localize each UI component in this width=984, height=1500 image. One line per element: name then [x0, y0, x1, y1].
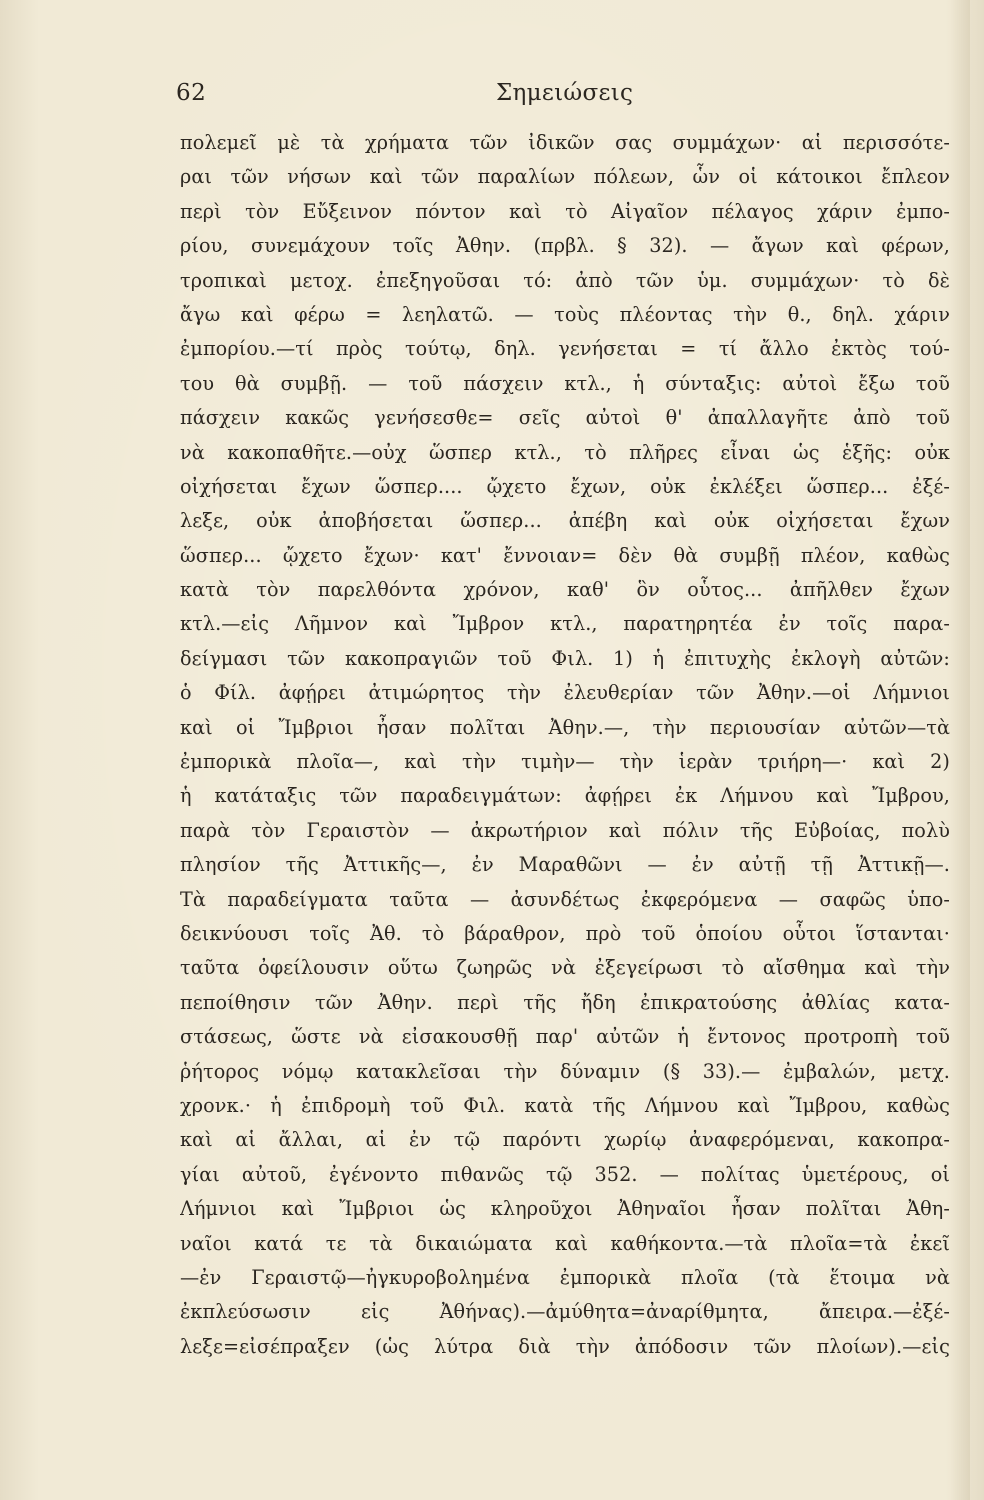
- text-line: γίαι αὐτοῦ, ἐγένοντο πιθανῶς τῷ 352. — πολίτας ὑμετέρους, οἱ: [180, 1162, 950, 1186]
- text-line: ταῦτα ὀφείλουσιν οὕτω ζωηρῶς νὰ ἐξεγείρωσι τὸ αἴσθημα καὶ τὴν: [180, 956, 950, 980]
- text-line: παρὰ τὸν Γεραιστὸν — ἀκρωτήριον καὶ πόλιν τῆς Εὐβοίας, πολὺ: [180, 818, 950, 842]
- text-line: ρίου, συνεμάχουν τοῖς Ἀθην. (πρβλ. § 32). — ἄγων καὶ φέρων,: [180, 234, 950, 258]
- text-line: δείγμασι τῶν κακοπραγιῶν τοῦ Φιλ. 1) ἡ ἐπιτυχὴς ἐκλογὴ αὐτῶν:: [180, 646, 950, 670]
- text-line: καὶ αἱ ἄλλαι, αἱ ἐν τῷ παρόντι χωρίῳ ἀναφερόμεναι, κακοπρα-: [180, 1128, 950, 1152]
- page-number: 62: [176, 80, 207, 106]
- text-line: Τὰ παραδείγματα ταῦτα — ἀσυνδέτως ἐκφερόμενα — σαφῶς ὑπο-: [180, 887, 950, 911]
- text-line: λεξε=εἰσέπραξεν (ὡς λύτρα διὰ τὴν ἀπόδοσιν τῶν πλοίων).—εἰς: [180, 1334, 950, 1358]
- text-line: ἡ κατάταξις τῶν παραδειγμάτων: ἀφῄρει ἐκ Λήμνου καὶ Ἴμβρου,: [180, 784, 950, 808]
- text-line: ῥήτορος νόμῳ κατακλεῖσαι τὴν δύναμιν (§ 33).— ἐμβαλών, μετχ.: [180, 1059, 950, 1083]
- text-line: Λήμνιοι καὶ Ἴμβριοι ὡς κληροῦχοι Ἀθηναῖοι ἦσαν πολῖται Ἀθη-: [180, 1197, 950, 1221]
- text-line: στάσεως, ὥστε νὰ εἰσακουσθῇ παρ' αὐτῶν ἡ ἔντονος προτροπὴ τοῦ: [180, 1025, 950, 1049]
- text-line: ἐμπορικὰ πλοῖα—, καὶ τὴν τιμὴν— τὴν ἱερὰν τριήρη—· καὶ 2): [180, 750, 950, 774]
- text-line: δεικνύουσι τοῖς Ἀθ. τὸ βάραθρον, πρὸ τοῦ ὁποίου οὗτοι ἵστανται·: [180, 921, 950, 945]
- text-line: περὶ τὸν Εὔξεινον πόντον καὶ τὸ Αἰγαῖον πέλαγος χάριν ἐμπο-: [180, 199, 950, 223]
- page-title: Σημειώσεις: [496, 80, 634, 106]
- text-line: ὥσπερ... ᾤχετο ἔχων· κατ' ἔννοιαν= δὲν θὰ συμβῇ πλέον, καθὼς: [180, 543, 950, 567]
- text-line: λεξε, οὐκ ἀποβήσεται ὥσπερ... ἀπέβη καὶ οὐκ οἰχήσεται ἔχων: [180, 509, 950, 533]
- text-line: πάσχειν κακῶς γενήσεσθε= σεῖς αὐτοὶ θ' ἀπαλλαγῆτε ἀπὸ τοῦ: [180, 406, 950, 430]
- text-line: νὰ κακοπαθῆτε.—οὐχ ὥσπερ κτλ., τὸ πλῆρες εἶναι ὡς ἑξῆς: οὐκ: [180, 440, 950, 464]
- text-line: πλησίον τῆς Ἀττικῆς—, ἐν Μαραθῶνι — ἐν αὐτῇ τῇ Ἀττικῇ—.: [180, 853, 950, 877]
- text-line: κατὰ τὸν παρελθόντα χρόνον, καθ' ὃν οὗτος... ἀπῆλθεν ἔχων: [180, 578, 950, 602]
- text-line: ἄγω καὶ φέρω = λεηλατῶ. — τοὺς πλέοντας τὴν θ., δηλ. χάριν: [180, 302, 950, 326]
- page-gutter-shading: [950, 0, 970, 1500]
- text-line: ἐμπορίου.—τί πρὸς τούτῳ, δηλ. γενήσεται = τί ἄλλο ἐκτὸς τού-: [180, 337, 950, 361]
- text-line: ναῖοι κατά τε τὰ δικαιώματα καὶ καθήκοντα.—τὰ πλοῖα=τὰ ἐκεῖ: [180, 1231, 950, 1255]
- text-line: ἐκπλεύσωσιν εἰς Ἀθήνας).—ἀμύθητα=ἀναρίθμητα, ἄπειρα.—ἐξέ-: [180, 1300, 950, 1324]
- running-header: [176, 80, 966, 112]
- text-line: πεποίθησιν τῶν Ἀθην. περὶ τῆς ἤδη ἐπικρατούσης ἀθλίας κατα-: [180, 990, 950, 1014]
- text-line: του θὰ συμβῇ. — τοῦ πάσχειν κτλ., ἡ σύνταξις: αὐτοὶ ἔξω τοῦ: [180, 371, 950, 395]
- text-line: οἰχήσεται ἔχων ὥσπερ.... ᾤχετο ἔχων, οὐκ ἐκλέξει ὥσπερ... ἐξέ-: [180, 474, 950, 498]
- text-line: κτλ.—εἰς Λῆμνον καὶ Ἴμβρον κτλ., παρατηρητέα ἐν τοῖς παρα-: [180, 612, 950, 636]
- text-line: ραι τῶν νήσων καὶ τῶν παραλίων πόλεων, ὧν οἱ κάτοικοι ἔπλεον: [180, 165, 950, 189]
- text-line: χρονκ.· ἡ ἐπιδρομὴ τοῦ Φιλ. κατὰ τῆς Λήμνου καὶ Ἴμβρου, καθὼς: [180, 1093, 950, 1117]
- text-line: τροπικαὶ μετοχ. ἐπεξηγοῦσαι τό: ἀπὸ τῶν ὑμ. συμμάχων· τὸ δὲ: [180, 268, 950, 292]
- notes-body: [180, 126, 950, 1364]
- text-line: —ἐν Γεραιστῷ—ἠγκυροβολημένα ἐμπορικὰ πλοῖα (τὰ ἕτοιμα νὰ: [180, 1265, 950, 1289]
- text-line: ὁ Φίλ. ἀφῄρει ἀτιμώρητος τὴν ἐλευθερίαν τῶν Ἀθην.—οἱ Λήμνιοι: [180, 681, 950, 705]
- text-line: πολεμεῖ μὲ τὰ χρήματα τῶν ἰδικῶν σας συμμάχων· αἱ περισσότε-: [180, 131, 950, 154]
- text-line: καὶ οἱ Ἴμβριοι ἦσαν πολῖται Ἀθην.—, τὴν περιουσίαν αὐτῶν—τὰ: [180, 715, 950, 739]
